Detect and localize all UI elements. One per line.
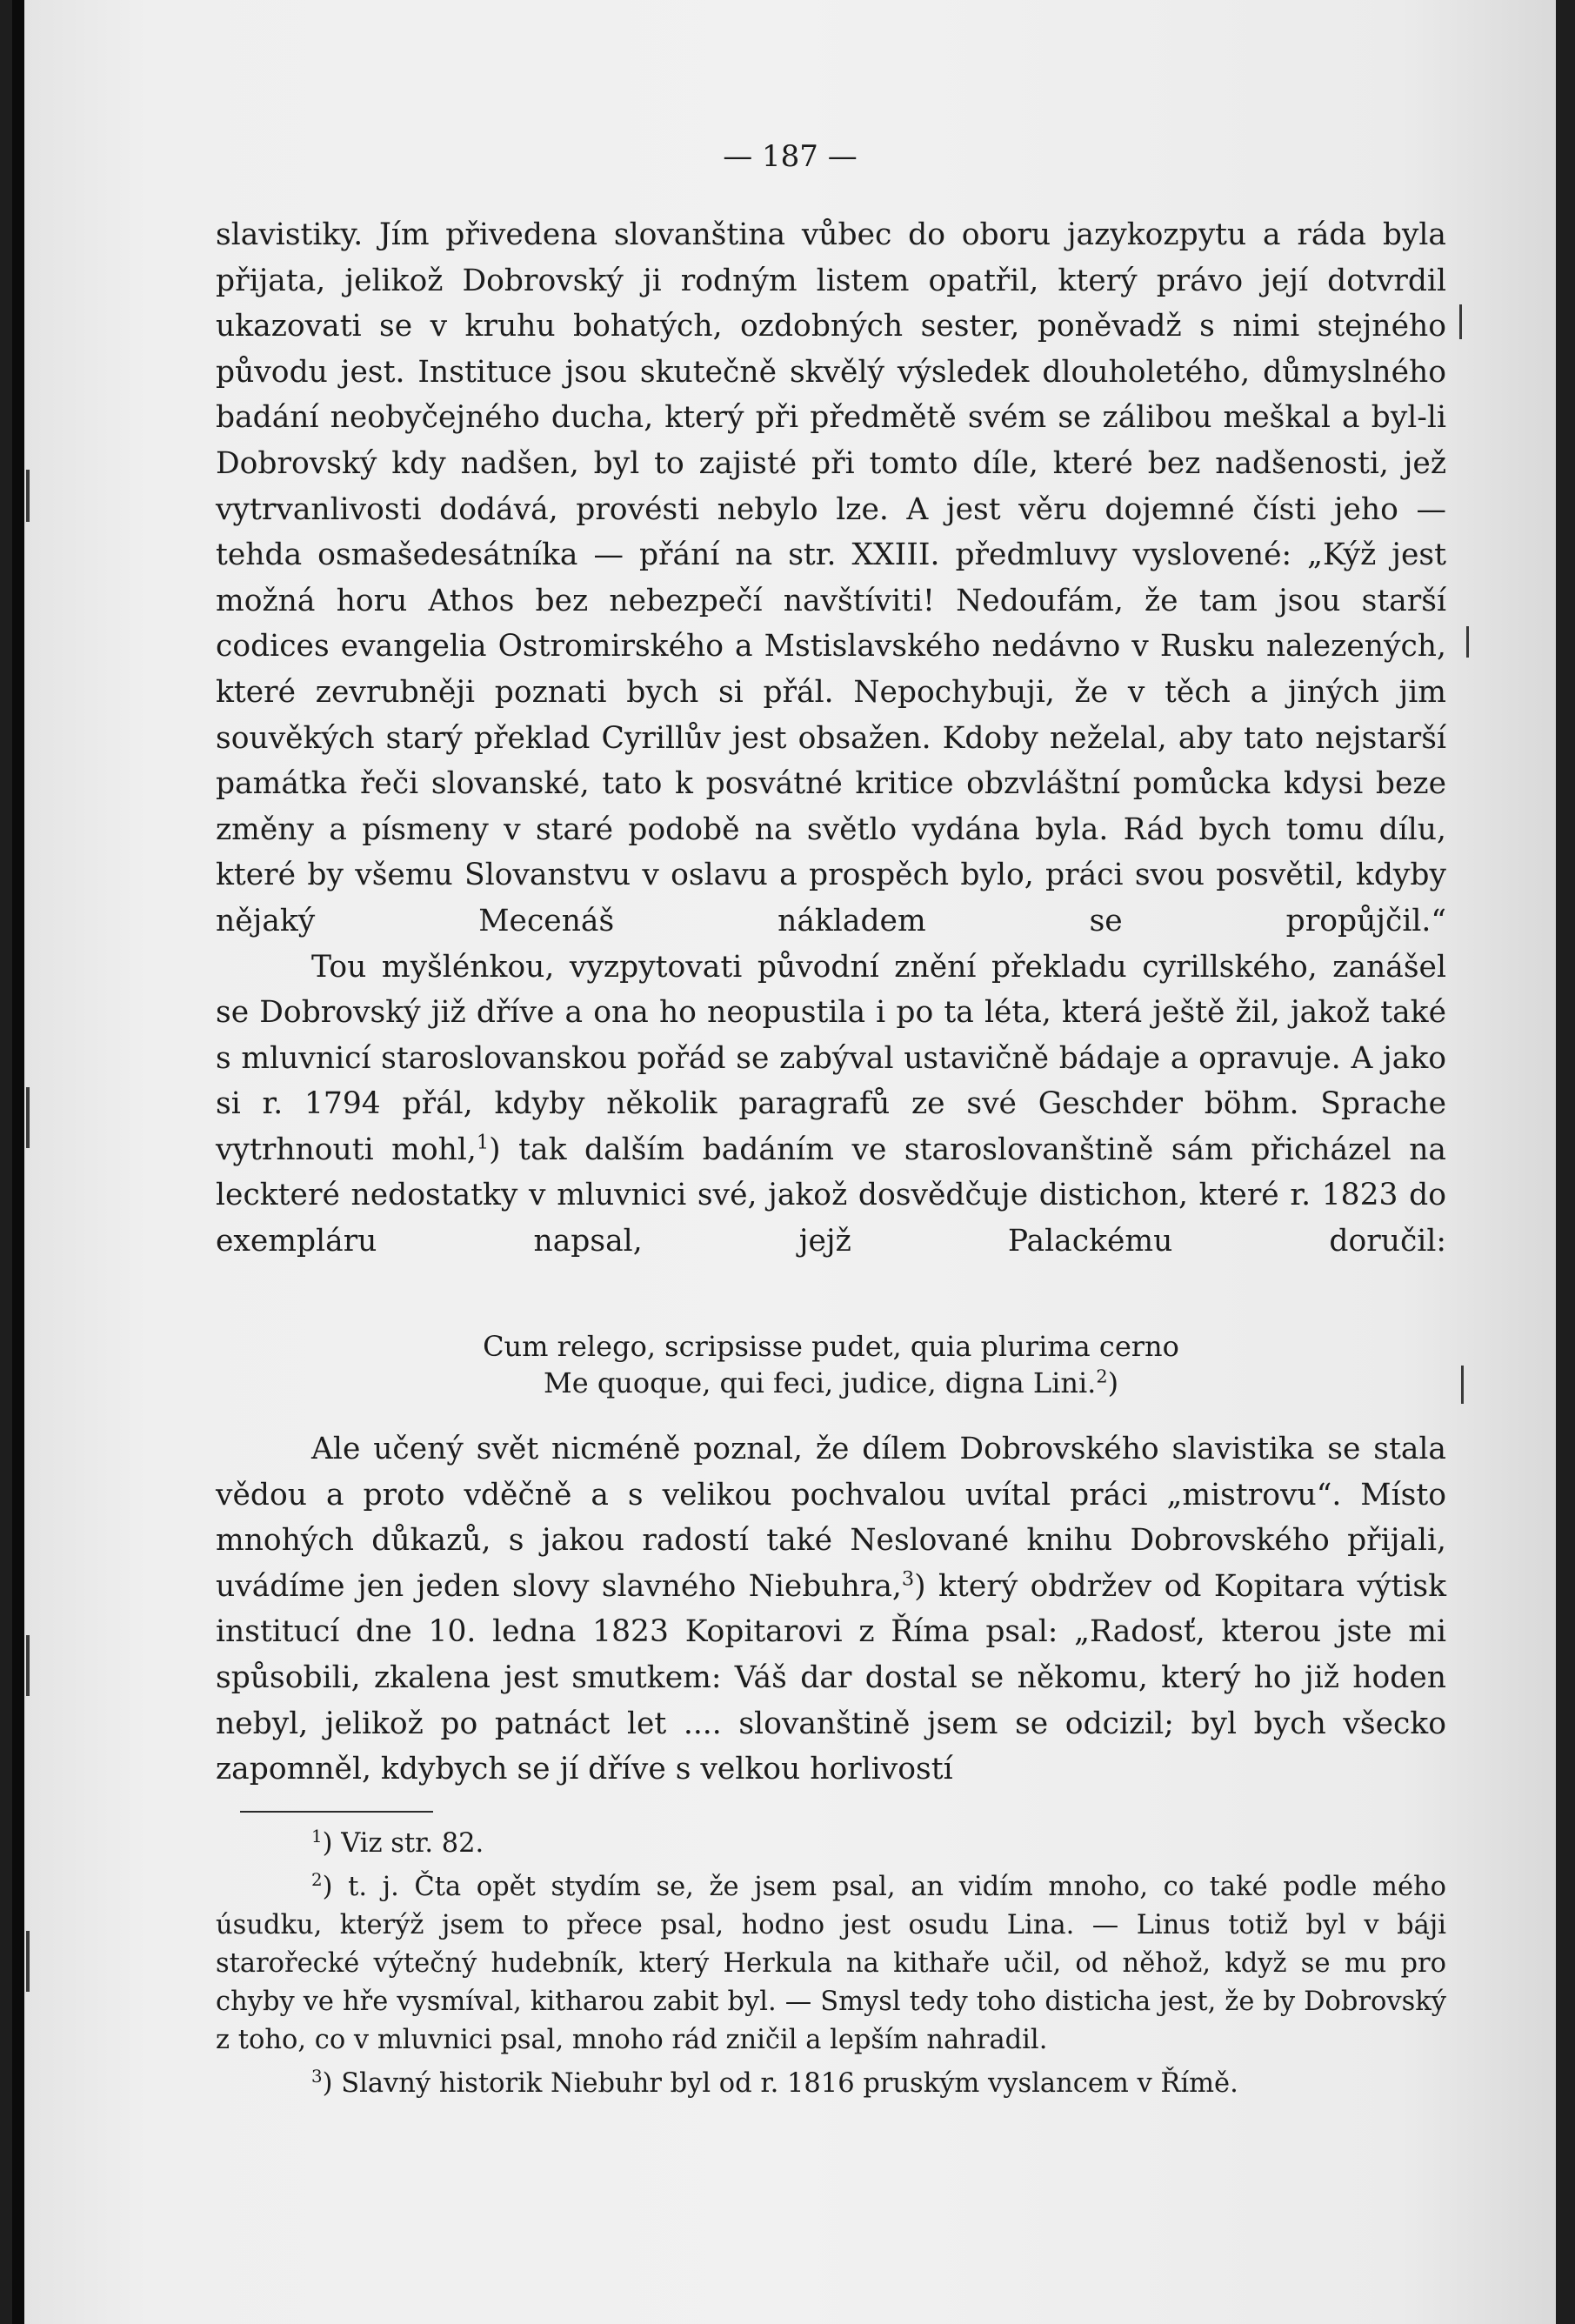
scan-margin-mark [1461, 1366, 1464, 1404]
paragraph-niebuhr-part1: Ale učený svět nicméně poznal, že dílem Dobrovského slavistika se stala vědou a proto vděčně a s velikou pochvalou uvítal práci „mistrovu“. Místo mnohých důkazů, s jakou radostí také Neslované knihu Dobrovského přijali, uvádíme jen jeden slovy slavného Niebuhra, [216, 1432, 1446, 1604]
paragraph-text-after-ref: ) tak dalším badáním ve staroslovanštině sám přicházel na leckteré nedostatky v mluvnici své, jakož dosvědčuje distichon, které r. 1823 do exempláru napsal, jejž Palackému doručil: [216, 1132, 1446, 1259]
scan-right-edge [1556, 0, 1575, 2324]
footnote-reference-2: 2 [1096, 1366, 1108, 1387]
footnote-reference-1: 1 [476, 1131, 490, 1154]
footnote-text-1: ) Viz str. 82. [322, 1828, 484, 1859]
paragraph-text-before-ref: Tou myšlénkou, vyzpytovati původní znění překladu cyrillského, zanášel se Dobrovský již dříve a ona ho neopustila i po ta léta, která ještě žil, jakož také s mluvnicí staroslovanskou pořád se zabýval ustavičně bádaje a opravuje. A jako si r. 1794 přál, kdyby několik paragrafů ze své Geschder böhm. Sprache vytrhnouti mohl, [216, 949, 1446, 1167]
scan-margin-mark [1466, 626, 1469, 658]
paragraph-niebuhr-part2: ) který obdržev od Kopitara výtisk institucí dne 10. ledna 1823 Kopitarovi z Říma psal: „Radosť, kterou jste mi spůsobili, zkalena jest smutkem: Váš dar dostal se někomu, který ho již hoden nebyl, jelikož po patnáct let .... slovanštině jsem se odcizil; byl bych všecko zapomněl, kdybych se jí dříve s velkou horlivostí [216, 1568, 1446, 1787]
footnote-2 [216, 1868, 1446, 2060]
scan-margin-mark [1459, 304, 1462, 339]
main-text [216, 212, 1446, 1265]
verse-line-2-text: Me quoque, qui feci, judice, digna Lini. [543, 1366, 1097, 1399]
page-number: — 187 — [723, 139, 858, 174]
scan-margin-mark [26, 1635, 30, 1696]
footnotes [216, 1825, 1446, 2108]
paragraph-continuation: slavistiky. Jím přivedena slovanština vůbec do oboru jazykozpytu a ráda byla přijata, jelikož Dobrovský ji rodným listem opatřil, který právo její dotvrdil ukazovati se v kruhu bohatých, ozdobných sester, poněvadž s nimi stejného původu jest. Instituce jsou skutečně skvělý výsledek dlouholetého, důmyslného badání neobyčejného ducha, který při předmětě svém se zálibou meškal a byl-li Dobrovský kdy nadšen, byl to zajisté při tomto díle, které bez nadšenosti, jež vytrvanlivosti dodává, provésti nebylo lze. A jest věru dojemné čísti jeho — tehda osmašedesátníka — přání na str. XXIII. předmluvy vyslovené: „Kýž jest možná horu Athos bez nebezpečí navštíviti! Nedoufám, že tam jsou starší codices evangelia Ostromirského a Mstislavského nedávno v Rusku nalezených, které zevrubněji poznati bych si přál. Nepochybuji, že v těch a jiných jim souvěkých starý překlad Cyrillův jest obsažen. Kdoby neželal, aby tato nejstarší památka řeči slovanské, tato k posvátné kritice obzvláštní pomůcka kdysi beze změny a písmeny v staré podobě na světlo vydána byla. Rád bych tomu dílu, které by všemu Slovanstvu v oslavu a prospěch bylo, práci svou posvětil, kdyby nějaký Mecenáš nákladem se propůjčil.“ [216, 217, 1446, 938]
paragraph-dobrovsky-translation [216, 945, 1446, 1265]
footnote-separator [240, 1811, 433, 1813]
footnote-text-2: ) t. j. Čta opět stydím se, že jsem psal, an vidím mnoho, co také podle mého úsudku, kterýž jsem to přece psal, hodno jest osudu Lina. — Linus totiž byl v báji starořecké výtečný hudebník, který Herkula na kithaře učil, od něhož, když se mu pro chyby ve hře vysmíval, kitharou zabit byl. — Smysl tedy toho disticha jest, že by Dobrovský z toho, co v mluvnici psal, mnoho rád zničil a lepším nahradil. [216, 1872, 1446, 2055]
paragraph-niebuhr [216, 1426, 1446, 1793]
footnote-mark-1: 1 [311, 1826, 323, 1847]
footnote-text-3: ) Slavný historik Niebuhr byl od r. 1816 pruským vyslancem v Římě. [322, 2068, 1238, 2099]
verse-line-1: Cum relego, scripsisse pudet, quia plurima cerno [483, 1330, 1179, 1363]
footnote-1 [216, 1825, 1446, 1863]
footnote-mark-2: 2 [311, 1869, 323, 1890]
scan-left-edge [0, 0, 12, 2324]
book-page [24, 0, 1556, 2324]
scan-margin-mark [26, 470, 30, 522]
latin-distichon [216, 1328, 1446, 1401]
verse-line-2 [216, 1365, 1446, 1401]
scan-margin-mark [26, 1087, 30, 1148]
verse-ref-close: ) [1107, 1366, 1119, 1399]
paragraph-niebuhr-text [216, 1426, 1446, 1793]
footnote-reference-3: 3 [901, 1567, 915, 1591]
footnote-3 [216, 2065, 1446, 2103]
footnote-mark-3: 3 [311, 2066, 323, 2087]
scan-margin-mark [26, 1931, 30, 1992]
